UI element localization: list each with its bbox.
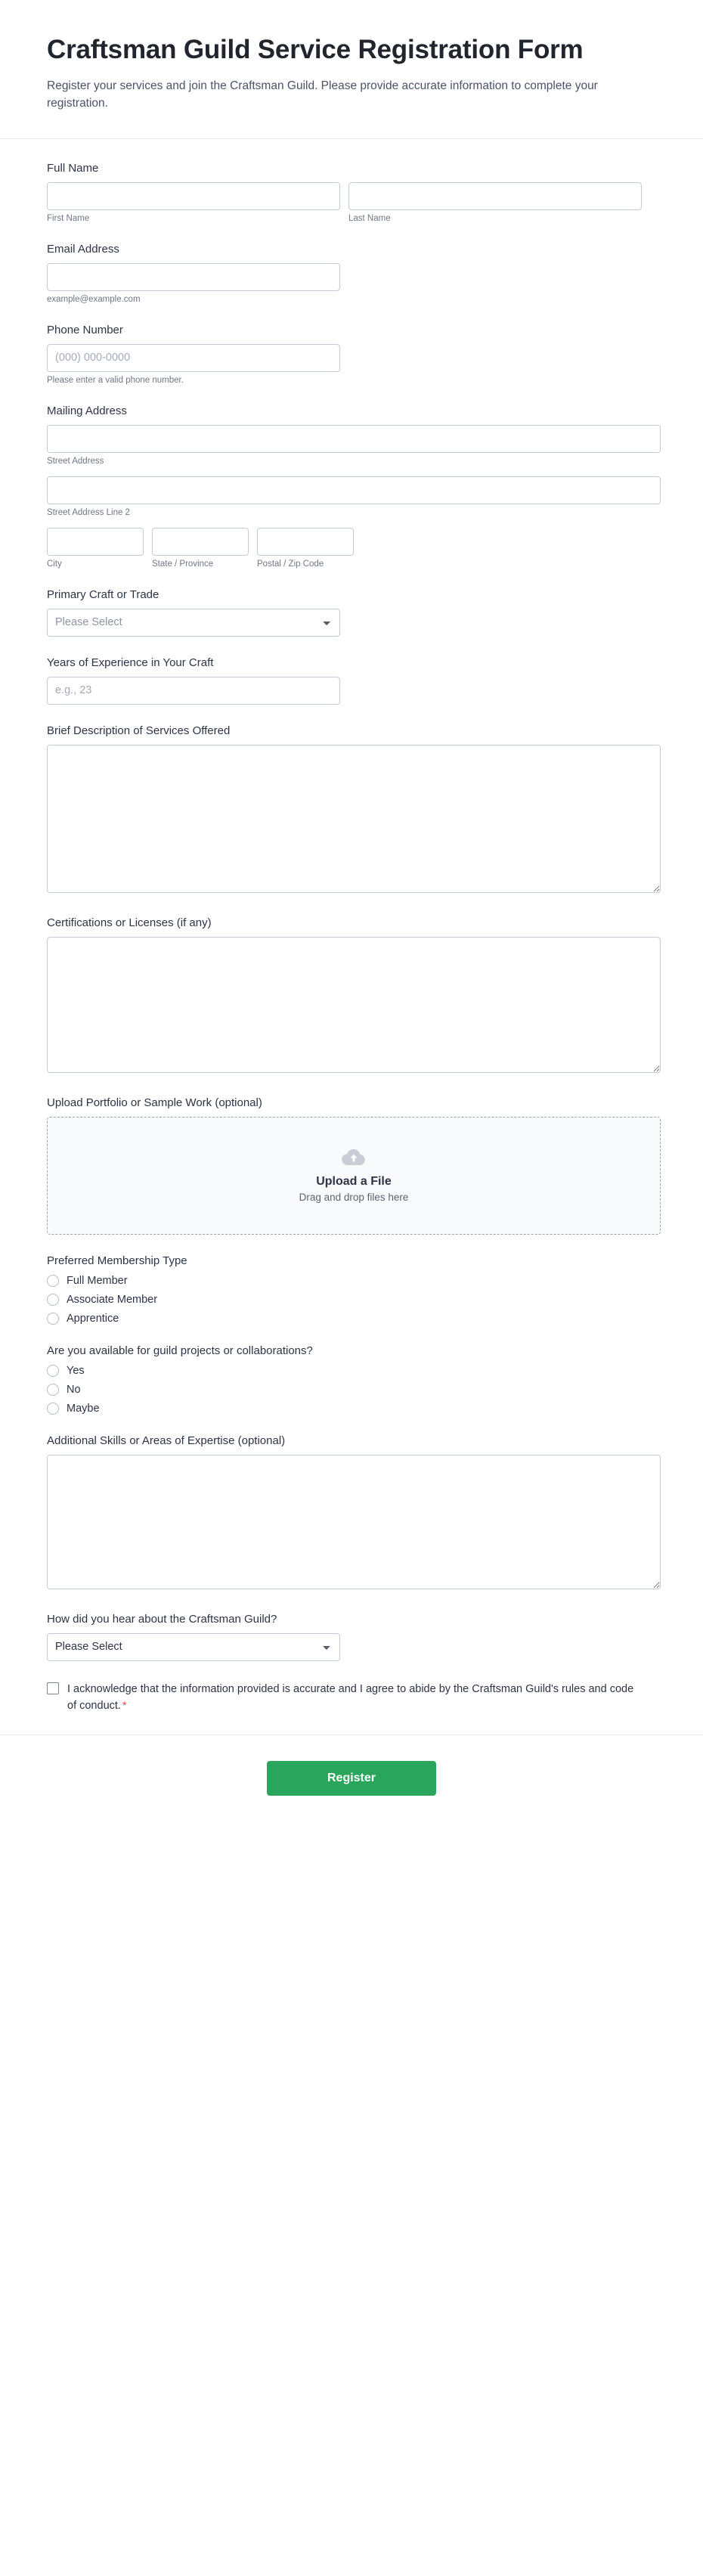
upload-label: Upload Portfolio or Sample Work (optional): [47, 1096, 262, 1109]
experience-label: Years of Experience in Your Craft: [47, 656, 214, 669]
phone-group: [47, 344, 340, 385]
field-certifications: [47, 916, 656, 1077]
file-upload-dropzone[interactable]: [47, 1117, 661, 1235]
cloud-upload-icon: [339, 1148, 369, 1169]
availability-radio-group: [47, 1365, 656, 1415]
last-name-input[interactable]: [348, 182, 642, 210]
radio-icon[interactable]: [47, 1313, 59, 1325]
membership-type-label: Preferred Membership Type: [47, 1254, 187, 1267]
membership-type-radio-group: [47, 1275, 656, 1325]
field-services-description: [47, 724, 656, 897]
city-state-zip-row: [47, 528, 656, 569]
field-membership-type: [47, 1254, 656, 1325]
primary-craft-label: Primary Craft or Trade: [47, 587, 159, 601]
last-name-group: [348, 182, 642, 223]
experience-group: [47, 677, 340, 705]
upload-title: Upload a File: [316, 1175, 392, 1189]
street-address-2-sublabel: Street Address Line 2: [47, 507, 130, 517]
membership-option-label: Apprentice: [67, 1312, 119, 1325]
phone-sublabel: Please enter a valid phone number.: [47, 375, 184, 385]
street-address-2-input[interactable]: [47, 476, 661, 504]
full-name-row: [47, 182, 656, 223]
state-group: [152, 528, 249, 569]
consent-checkbox[interactable]: [47, 1682, 59, 1694]
experience-input[interactable]: [47, 677, 340, 705]
services-description-label: Brief Description of Services Offered: [47, 724, 231, 737]
last-name-sublabel: Last Name: [348, 213, 391, 223]
first-name-input[interactable]: [47, 182, 340, 210]
availability-option-label: Yes: [67, 1364, 85, 1377]
register-button[interactable]: Register: [267, 1761, 436, 1796]
field-phone: [47, 324, 656, 385]
phone-label: Phone Number: [47, 323, 123, 336]
referral-group: [47, 1633, 340, 1661]
form-header: [0, 0, 703, 139]
consent-text-body: I acknowledge that the information provided is accurate and I agree to abide by the Craftsman Guild's rules and code of conduct.: [67, 1682, 634, 1713]
first-name-sublabel: First Name: [47, 213, 90, 223]
city-group: [47, 528, 144, 569]
full-name-label: Full Name: [47, 161, 99, 175]
page-subtitle: Register your services and join the Craftsman Guild. Please provide accurate information to complete your registration.: [47, 79, 598, 110]
email-group: [47, 263, 340, 304]
postal-code-sublabel: Postal / Zip Code: [257, 559, 324, 569]
radio-icon[interactable]: [47, 1275, 59, 1287]
radio-icon[interactable]: [47, 1365, 59, 1377]
page-title: Craftsman Guild Service Registration Form: [47, 35, 584, 64]
required-marker: *: [122, 1699, 127, 1712]
certifications-label: Certifications or Licenses (if any): [47, 916, 212, 929]
field-availability: [47, 1344, 656, 1415]
membership-option-full[interactable]: [47, 1275, 656, 1287]
availability-label: Are you available for guild projects or collaborations?: [47, 1344, 313, 1357]
email-input[interactable]: [47, 263, 340, 291]
field-referral: [47, 1613, 656, 1661]
field-experience: [47, 656, 656, 705]
email-sublabel: example@example.com: [47, 294, 141, 304]
membership-option-label: Associate Member: [67, 1293, 158, 1306]
radio-icon[interactable]: [47, 1384, 59, 1396]
additional-skills-label: Additional Skills or Areas of Expertise (optional): [47, 1434, 286, 1447]
membership-option-label: Full Member: [67, 1274, 128, 1287]
city-input[interactable]: [47, 528, 144, 556]
availability-option-maybe[interactable]: [47, 1403, 656, 1415]
radio-icon[interactable]: [47, 1294, 59, 1306]
form-body: [0, 139, 703, 1715]
services-description-textarea[interactable]: [47, 745, 661, 893]
availability-option-label: Maybe: [67, 1402, 100, 1415]
availability-option-yes[interactable]: [47, 1365, 656, 1377]
field-primary-craft: [47, 588, 656, 637]
consent-text: [67, 1681, 642, 1715]
membership-option-apprentice[interactable]: [47, 1313, 656, 1325]
state-input[interactable]: [152, 528, 249, 556]
phone-input[interactable]: [47, 344, 340, 372]
field-upload: [47, 1096, 656, 1235]
field-additional-skills: [47, 1434, 656, 1593]
consent-row[interactable]: [47, 1681, 656, 1715]
upload-hint: Drag and drop files here: [299, 1192, 409, 1204]
address-label: Mailing Address: [47, 404, 127, 417]
city-sublabel: City: [47, 559, 62, 569]
additional-skills-textarea[interactable]: [47, 1455, 661, 1589]
field-email: [47, 243, 656, 304]
availability-option-label: No: [67, 1383, 81, 1396]
street-address-group: [47, 425, 661, 466]
field-consent: [47, 1681, 656, 1715]
referral-label: How did you hear about the Craftsman Guild?: [47, 1612, 277, 1626]
postal-group: [257, 528, 354, 569]
availability-option-no[interactable]: [47, 1384, 656, 1396]
field-full-name: [47, 162, 656, 223]
primary-craft-select[interactable]: [47, 609, 340, 637]
street-address-input[interactable]: [47, 425, 661, 453]
street-address-sublabel: Street Address: [47, 456, 104, 466]
referral-select[interactable]: [47, 1633, 340, 1661]
membership-option-associate[interactable]: [47, 1294, 656, 1306]
certifications-textarea[interactable]: [47, 937, 661, 1073]
form-footer: [0, 1734, 703, 1829]
radio-icon[interactable]: [47, 1403, 59, 1415]
state-sublabel: State / Province: [152, 559, 214, 569]
email-label: Email Address: [47, 242, 119, 256]
postal-code-input[interactable]: [257, 528, 354, 556]
street-address-2-group: [47, 476, 661, 517]
field-mailing-address: [47, 405, 656, 569]
first-name-group: [47, 182, 340, 223]
primary-craft-group: [47, 609, 340, 637]
